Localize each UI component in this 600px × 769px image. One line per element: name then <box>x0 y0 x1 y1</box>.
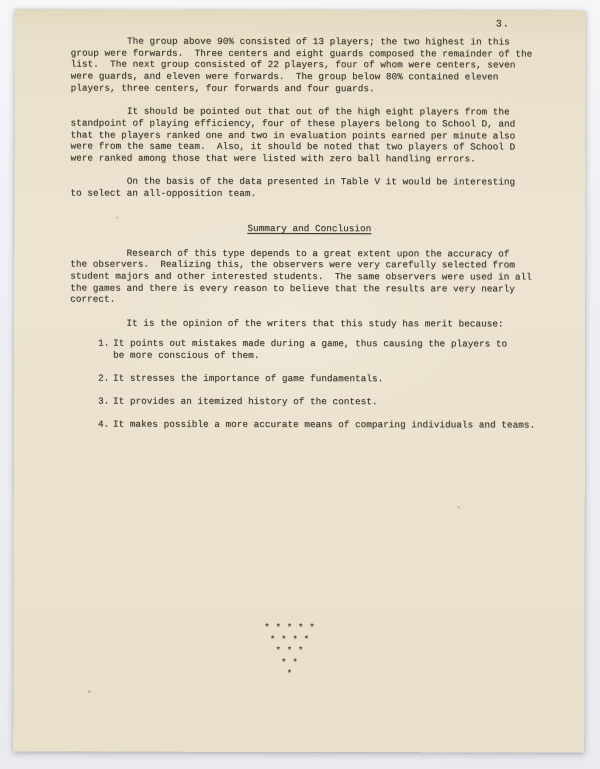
list-item-number: 3. <box>97 395 110 407</box>
list-item-text: It points out mistakes made during a game, thus causing the players to be more conscious of them. <box>113 337 508 361</box>
list-item-number: 1. <box>98 337 110 349</box>
list-item-text: It stresses the importance of game fundamentals. <box>112 372 384 385</box>
paragraph-group-above-90: The group above 90% consisted of 13 players; the two highest in this group were forwards. Three centers and eight guards composed the remainder of the list. The next group consisted of 22 players, four of whom were centers, seven were guards, and eleven were forwards. The group below 80% contained eleven players, three centers, four forwards and four guards. <box>70 35 533 94</box>
asterisk-row: * * * * <box>269 633 310 645</box>
paragraph-study-merit-intro: It is the opinion of the writers that this study has merit because: <box>70 317 504 330</box>
list-item-number: 4. <box>97 418 110 430</box>
asterisk-row: * * * <box>275 645 304 657</box>
asterisk-row: * * * * * <box>264 621 315 634</box>
asterisk-divider <box>195 622 383 680</box>
section-heading: Summary and Conclusion <box>247 222 372 234</box>
numbered-list <box>98 338 548 432</box>
list-item <box>98 338 548 362</box>
asterisk-row: * <box>286 668 293 680</box>
document-page <box>13 9 586 752</box>
paragraph-high-eight-players: It should be pointed out that out of the high eight players from the standpoint of playing efficiency, four of these players belong to School D, and that the players ranked one and two in evaluation points earned per minute also were from the same team. Also, it should be noted that two players of School D were ranked among those that were listed with zero ball handling errors. <box>70 105 516 165</box>
list-item-text: It makes possible a more accurate means of comparing individuals and teams. <box>112 418 536 431</box>
list-item <box>98 372 548 385</box>
paragraph-all-opposition-team: On the basis of the data presented in Table V it would be interesting to select an all-opposition team. <box>70 175 516 200</box>
paragraph-research-accuracy: Research of this type depends to a great extent upon the accuracy of the observers. Realizing this, the observers were very carefully selected from student majors and other interested students. The same observers were used in all the games and there is every reason to believe that the results are very nearly correct. <box>70 247 532 305</box>
list-item <box>98 419 548 432</box>
list-item-number: 2. <box>97 372 110 384</box>
asterisk-row: * * <box>280 656 298 668</box>
page-number: 3. <box>495 19 510 31</box>
document-body <box>70 36 549 443</box>
list-item-text: It provides an itemized history of the contest. <box>112 395 378 408</box>
list-item <box>98 396 548 409</box>
